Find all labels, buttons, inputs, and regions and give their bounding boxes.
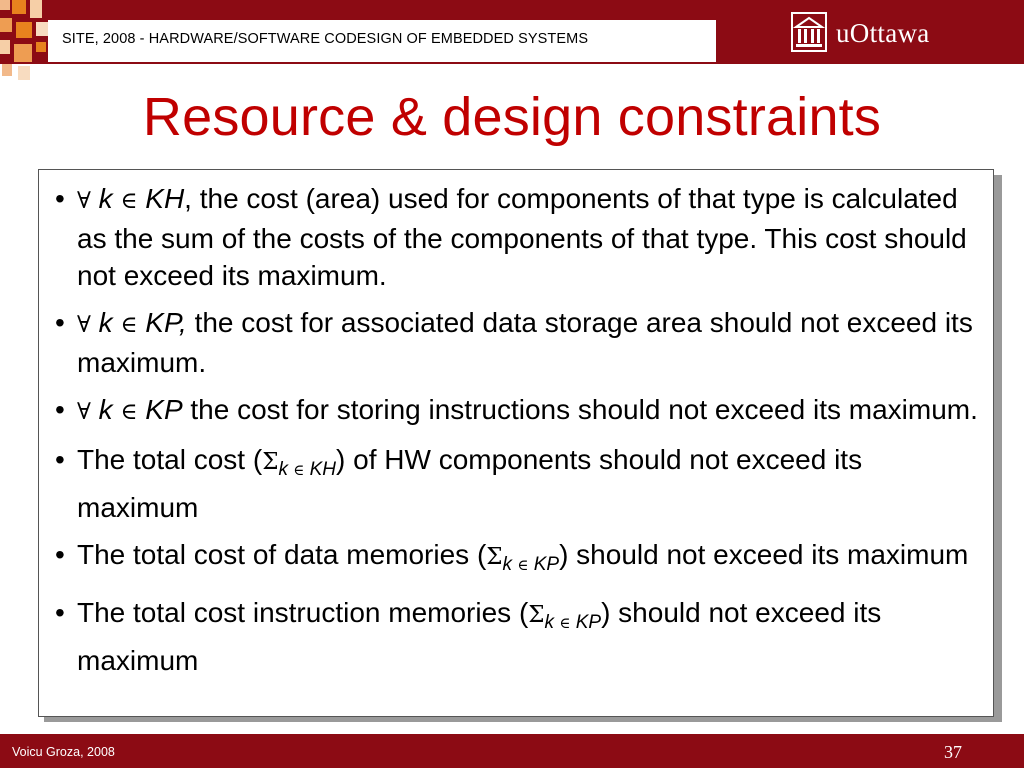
decorative-square: [2, 64, 12, 76]
sum-subscript: [503, 554, 560, 575]
bullet-icon: •: [55, 444, 65, 475]
bullet-text-prefix: The total cost instruction memories (: [77, 597, 529, 628]
list-item: [49, 441, 984, 526]
bullet-icon: •: [55, 183, 65, 214]
content-box: [38, 169, 994, 717]
element-of-symbol: ∈: [517, 556, 529, 574]
sigma-symbol: Σ: [486, 544, 503, 570]
decorative-square: [18, 66, 30, 80]
set-name: KH: [145, 183, 185, 214]
element-of-symbol: ∈: [120, 399, 138, 425]
page-number: 37: [944, 742, 962, 762]
bullet-icon: •: [55, 539, 65, 570]
slide-title: Resource & design constraints: [142, 87, 882, 147]
list-item: [49, 391, 984, 431]
subscript-variable: k: [278, 459, 288, 480]
decorative-square: [36, 42, 46, 52]
bullet-text-prefix: The total cost of data memories (: [77, 539, 487, 570]
bullet-text-suffix: ) should not exceed its maximum: [77, 597, 882, 676]
bullet-text: the cost for storing instructions should not exceed its maximum.: [182, 394, 978, 425]
variable: k: [98, 307, 113, 338]
set-name: KP,: [145, 307, 187, 338]
element-of-symbol: ∈: [559, 614, 571, 632]
footer-bar: [0, 734, 1024, 768]
bullet-text: , the cost (area) used for components of that type is calculated as the sum of the costs of the components of that type. This cost should not exceed its maximum.: [77, 183, 967, 291]
variable: k: [98, 183, 113, 214]
bullet-text-suffix: ) of HW components should not exceed its maximum: [77, 444, 863, 523]
decorative-square: [16, 22, 32, 38]
sum-subscript: [545, 612, 602, 633]
element-of-symbol: ∈: [120, 188, 138, 214]
subscript-set: KP: [533, 554, 560, 575]
decorative-square: [14, 44, 32, 62]
bullet-text-prefix: The total cost (: [77, 444, 263, 475]
subscript-variable: k: [502, 554, 513, 575]
sigma-symbol: Σ: [528, 602, 545, 628]
decorative-square: [30, 0, 42, 18]
subscript-variable: k: [544, 612, 555, 633]
decorative-square: [0, 40, 10, 54]
forall-symbol: ∀: [77, 312, 91, 338]
sum-subscript: [278, 459, 336, 480]
list-item: [49, 594, 984, 679]
decorative-square: [0, 18, 12, 32]
list-item: [49, 180, 984, 294]
decorative-square: [0, 0, 10, 10]
bullet-icon: •: [55, 307, 65, 338]
bullet-text: the cost for associated data storage area should not exceed its maximum.: [77, 307, 973, 378]
bullet-text-suffix: ) should not exceed its maximum: [559, 539, 969, 570]
forall-symbol: ∀: [77, 399, 91, 425]
subscript-set: KP: [575, 612, 602, 633]
element-of-symbol: ∈: [120, 312, 138, 338]
list-item: [49, 536, 984, 584]
bullet-list: [49, 180, 984, 689]
forall-symbol: ∀: [77, 188, 91, 214]
university-logo-text: uOttawa: [836, 18, 930, 48]
element-of-symbol: ∈: [293, 461, 305, 479]
decorative-square: [12, 0, 26, 14]
bullet-icon: •: [55, 394, 65, 425]
sigma-symbol: Σ: [262, 449, 279, 475]
bullet-icon: •: [55, 597, 65, 628]
decorative-square: [36, 22, 48, 36]
variable: k: [98, 394, 113, 425]
footer-author: Voicu Groza, 2008: [12, 745, 115, 759]
university-building-icon: [791, 12, 827, 52]
subscript-set: KH: [309, 459, 337, 480]
list-item: [49, 304, 984, 381]
course-title: SITE, 2008 - HARDWARE/SOFTWARE CODESIGN OF EMBEDDED SYSTEMS: [62, 31, 589, 47]
set-name: KP: [145, 394, 183, 425]
